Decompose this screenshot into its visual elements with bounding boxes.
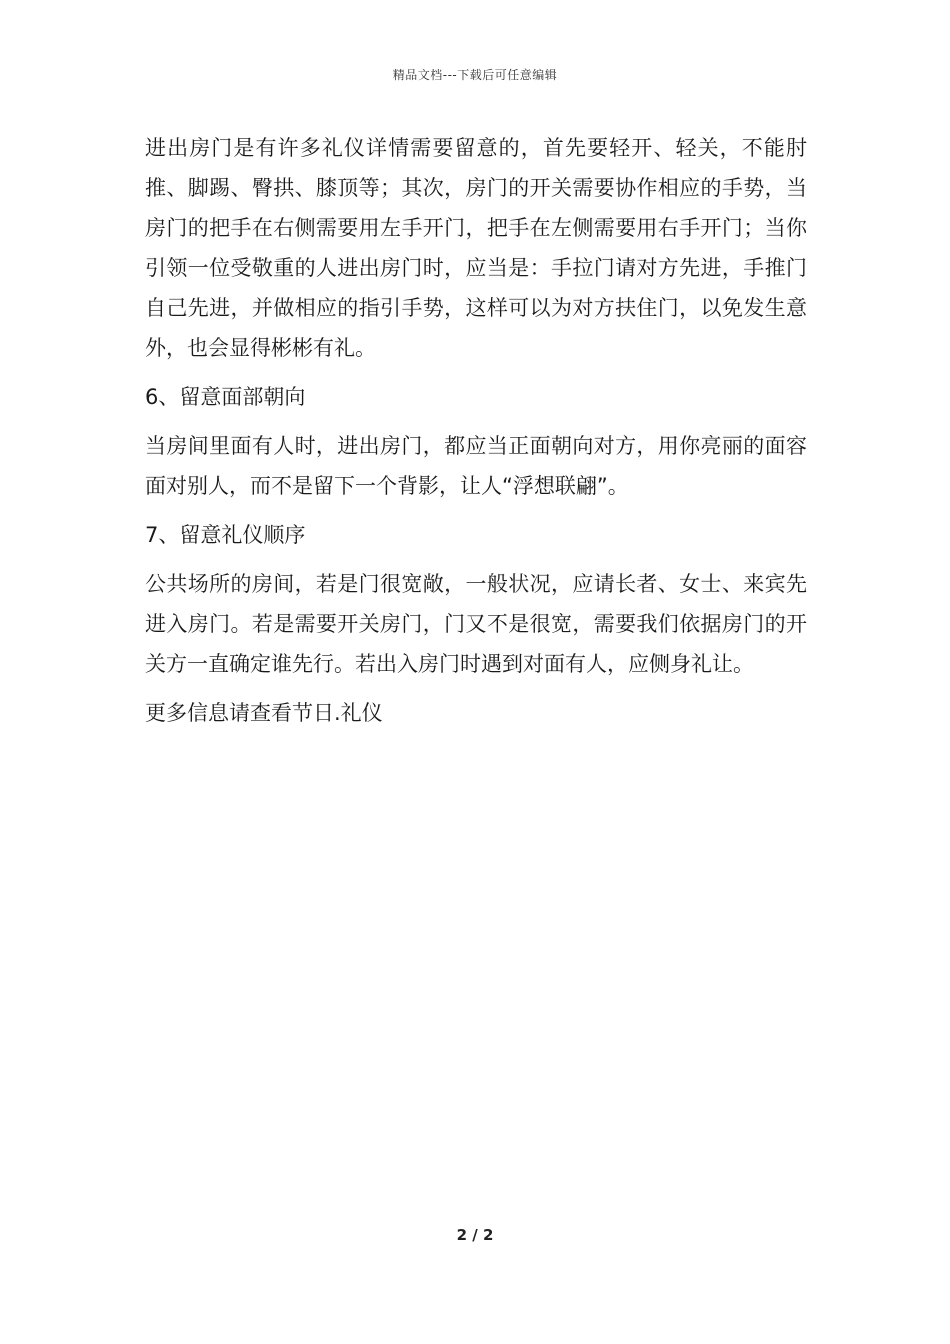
section-heading-face-direction: 6、留意面部朝向 xyxy=(145,385,306,409)
paragraph-door-etiquette: 进出房门是有许多礼仪详情需要留意的，首先要轻开、轻关，不能肘推、脚踢、臀拱、膝顶等；其次，房门的开关需要协作相应的手势，当房门的把手在右侧需要用左手开门，把手在左侧需要用右手开门；当你引领一位受敬重的人进出房门时，应当是：手拉门请对方先进，手推门自己先进，并做相应的指引手势，这样可以为对方扶住门，以免发生意外，也会显得彬彬有礼。 xyxy=(145,136,807,360)
paragraph-face-direction: 当房间里面有人时，进出房门，都应当正面朝向对方，用你亮丽的面容面对别人，而不是留下一个背影，让人“浮想联翩”。 xyxy=(145,434,807,498)
page-header: 精品文档---下载后可任意编辑 xyxy=(392,68,558,82)
section-heading-etiquette-order: 7、留意礼仪顺序 xyxy=(145,523,306,547)
paragraph-etiquette-order: 公共场所的房间，若是门很宽敞，一般状况，应请长者、女士、来宾先进入房门。若是需要开关房门，门又不是很宽，需要我们依据房门的开关方一直确定谁先行。若出入房门时遇到对面有人，应侧身礼让。 xyxy=(145,572,807,676)
paragraph-more-info: 更多信息请查看节日.礼仪 xyxy=(145,701,383,725)
document-body xyxy=(145,128,807,733)
page-number: 2 / 2 xyxy=(456,1226,494,1244)
